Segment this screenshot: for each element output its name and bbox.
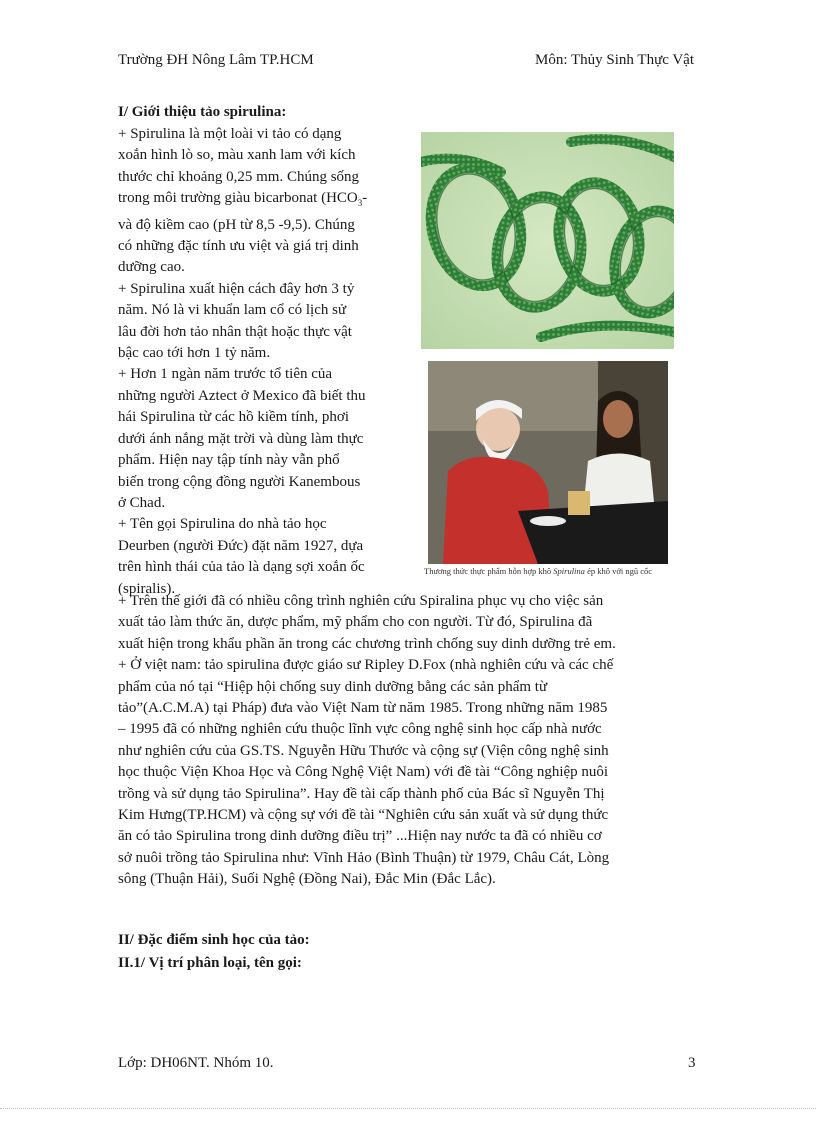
footer-class: Lớp: DH06NT. Nhóm 10.: [118, 1055, 274, 1071]
photo-caption: Thương thức thực phẩm hỗn hợp khô Spirulina ép khô với ngũ cốc: [424, 566, 652, 576]
section-heading: I/ Giới thiệu tảo spirulina:: [118, 104, 287, 120]
header-left: Trường ĐH Nông Lâm TP.HCM: [118, 52, 314, 68]
page-number: 3: [688, 1055, 696, 1071]
paragraph-5: + Trên thế giới đã có nhiều công trình nghiên cứu Spiralina phục vụ cho việc sản xuất tảo làm thức ăn, dược phẩm, mỹ phẩm cho con người. Từ đó, Spirulina đã xuất hiện trong khẩu phần ăn trong các chương trình chống suy dinh dưỡng trẻ em.: [118, 593, 616, 652]
section-2-1-heading: II.1/ Vị trí phân loại, tên gọi:: [118, 955, 302, 971]
paragraph-3: + Hơn 1 ngàn năm trước tổ tiên của những người Aztect ở Mexico đã biết thu hái Spirulina từ các hồ kiềm tính, phơi dưới ánh nắng mặt trời và dùng làm thực phẩm. Hiện nay tập tính này vẫn phổ biến trong cộng đồng người Kanembous ở Chad.: [118, 366, 366, 511]
paragraph-2: + Spirulina xuất hiện cách đây hơn 3 tỷ năm. Nó là vi khuẩn lam cổ có lịch sử lâu đời hơn tảo nhân thật hoặc thực vật bậc cao tới hơn 1 tỷ năm.: [118, 280, 355, 362]
spirulina-micrograph: [421, 132, 674, 349]
people-eating-photo: [428, 361, 668, 564]
body-wide: [118, 591, 698, 891]
intro-column: [118, 124, 408, 600]
paragraph-4: + Tên gọi Spirulina do nhà tảo học Deurben (người Đức) đặt năm 1927, dựa trên hình thái của tảo là dạng sợi xoắn ốc (spiralis).: [118, 516, 365, 597]
people-image: [428, 361, 668, 564]
paragraph-6: + Ở việt nam: tảo spirulina được giáo sư Ripley D.Fox (nhà nghiên cứu và các chế phẩm của nó tại “Hiệp hội chống suy dinh dưỡng bằng các sản phẩm từ tảo”(A.C.M.A) tại Pháp) đưa vào Việt Nam từ năm 1985. Trong những năm 1985 – 1995 đã có những nghiên cứu thuộc lĩnh vực công nghệ sinh học cấp nhà nước như nghiên cứu của GS.TS. Nguyễn Hữu Thước và cộng sự (Viện công nghệ sinh học thuộc Viện Khoa Học và Công Nghệ Việt Nam) với đề tài “Công nghiệp nuôi trồng và sử dụng tảo Spirulina”. Hay đề tài cấp thành phố của Bác sĩ Nguyễn Thị Kim Hưng(TP.HCM) và cộng sự với đề tài “Nghiên cứu sản xuất và sử dụng thức ăn có tảo Spirulina trong dinh dưỡng điều trị” ...Hiện nay nước ta đã có nhiều cơ sở nuôi trồng tảo Spirulina như: Vĩnh Hảo (Bình Thuận) từ 1979, Châu Cát, Lòng sông (Thuận Hải), Suối Nghệ (Đồng Nai), Đắc Min (Đắc Lắc).: [118, 657, 614, 888]
page-boundary: [0, 1108, 816, 1109]
paragraph-1: + Spirulina là một loài vi tảo có dạng xoắn hình lò so, màu xanh lam với kích thước chỉ khoảng 0,25 mm. Chúng sống trong môi trường giàu bicarbonat ($HCO_3-$ và độ kiềm cao (pH từ 8,5 -9,5). Chúng có những đặc tính ưu việt và giá trị dinh dưỡng cao.: [118, 126, 368, 276]
spirulina-image: [421, 132, 674, 349]
section-2-heading: II/ Đặc điểm sinh học của tảo:: [118, 932, 310, 948]
header-right: Môn: Thủy Sinh Thực Vật: [535, 52, 694, 68]
